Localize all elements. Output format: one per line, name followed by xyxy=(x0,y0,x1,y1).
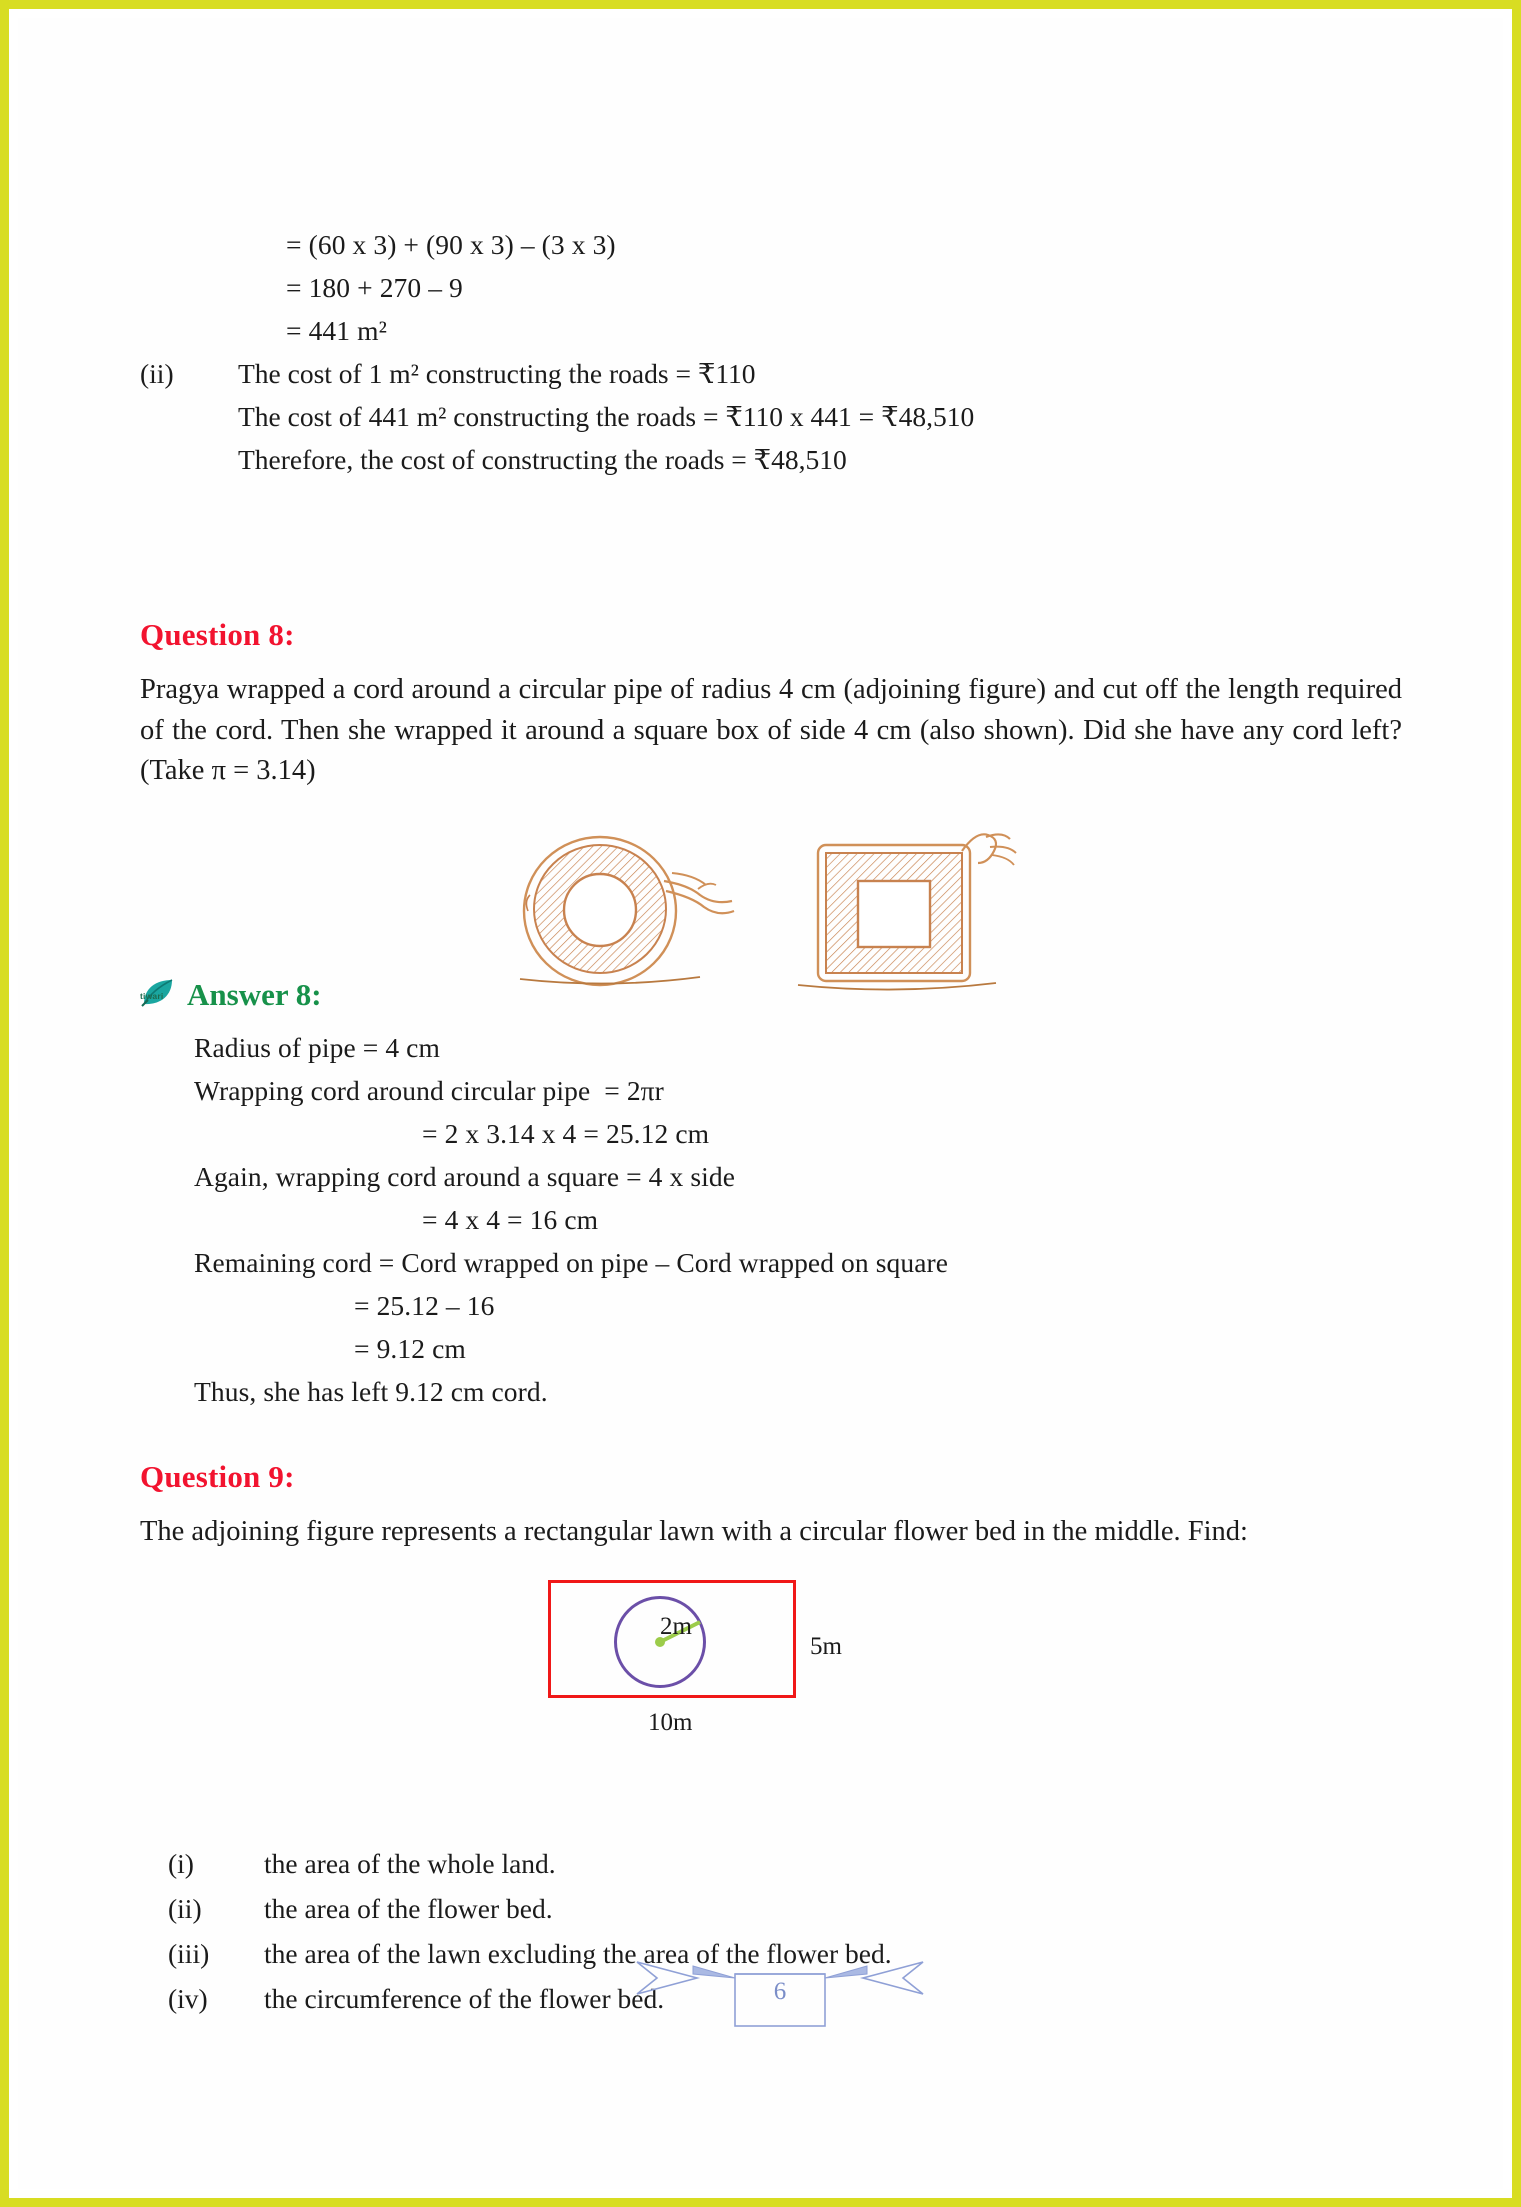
list-item-marker: (iv) xyxy=(168,1983,208,2014)
answer-8-lines xyxy=(140,1026,1402,1413)
cord-figure xyxy=(500,803,1140,993)
top-solution-block xyxy=(140,223,1420,481)
answer-line: = 9.12 cm xyxy=(354,1333,466,1364)
list-item xyxy=(168,1886,1368,1931)
list-item-marker: (i) xyxy=(168,1848,194,1879)
item-text: The cost of 1 m² constructing the roads = ₹110 xyxy=(238,358,756,389)
list-item-text: the area of the whole land. xyxy=(264,1848,556,1879)
question-8-block xyxy=(140,616,1402,792)
answer-8-heading-row xyxy=(140,976,1402,1014)
answer-line: Wrapping cord around circular pipe = 2πr xyxy=(194,1075,664,1106)
answer-line: = 25.12 – 16 xyxy=(354,1290,495,1321)
leaf-logo-icon xyxy=(140,978,178,1014)
answer-line: Radius of pipe = 4 cm xyxy=(194,1032,440,1063)
question-9-heading: Question 9: xyxy=(140,1459,295,1494)
item-text: The cost of 441 m² constructing the roads = ₹110 x 441 = ₹48,510 xyxy=(238,401,975,432)
list-item-text: the circumference of the flower bed. xyxy=(264,1983,665,2014)
answer-line: = 2 x 3.14 x 4 = 25.12 cm xyxy=(422,1118,710,1149)
answer-line: = 4 x 4 = 16 cm xyxy=(422,1204,599,1235)
list-item-marker: (iii) xyxy=(168,1938,210,1969)
banner-ribbon xyxy=(635,1944,925,2029)
list-item-text: the area of the flower bed. xyxy=(264,1893,553,1924)
answer-8-block xyxy=(140,976,1402,1413)
answer-line: Remaining cord = Cord wrapped on pipe – Cord wrapped on square xyxy=(194,1247,949,1278)
answer-line: Again, wrapping cord around a square = 4 x side xyxy=(194,1161,736,1192)
logo-text: tiwari xyxy=(140,991,164,1001)
item-text: Therefore, the cost of constructing the roads = ₹48,510 xyxy=(238,444,847,475)
calc-line: = (60 x 3) + (90 x 3) – (3 x 3) xyxy=(286,229,616,260)
answer-8-heading: Answer 8: xyxy=(187,977,322,1012)
solution-item xyxy=(140,438,1420,481)
page-content xyxy=(140,18,1420,2189)
page-number: 6 xyxy=(773,1978,787,2005)
list-item xyxy=(168,1841,1368,1886)
cord-figure-svg xyxy=(500,803,1140,993)
radius-line-svg xyxy=(548,1580,968,1790)
width-label: 10m xyxy=(648,1709,693,1736)
answer-line: Thus, she has left 9.12 cm cord. xyxy=(194,1376,548,1407)
page-canvas xyxy=(18,18,1503,2189)
list-item-text: the area of the lawn excluding the area of the flower bed. xyxy=(264,1938,892,1969)
calc-line: = 441 m² xyxy=(286,315,387,346)
list-item-marker: (ii) xyxy=(168,1893,202,1924)
height-label: 5m xyxy=(810,1633,842,1660)
question-8-heading: Question 8: xyxy=(140,617,295,652)
question-9-text: The adjoining figure represents a rectangular lawn with a circular flower bed in the middle. Find: xyxy=(140,1516,1248,1547)
solution-item xyxy=(140,395,1420,438)
footer-banner xyxy=(140,1944,1420,2029)
lawn-figure xyxy=(548,1580,968,1790)
calc-line: = 180 + 270 – 9 xyxy=(286,272,463,303)
square-box-illustration xyxy=(798,834,1016,989)
radius-label: 2m xyxy=(660,1613,692,1640)
circular-pipe-illustration xyxy=(520,837,734,985)
item-marker: (ii) xyxy=(140,358,174,389)
question-8-text: Pragya wrapped a cord around a circular pipe of radius 4 cm (adjoining figure) and cut off the length required of the cord. Then she wrapped it around a square box of side 4 cm (also shown). Did she have any cord left? (Take π = 3.14) xyxy=(140,674,1402,786)
question-9-block xyxy=(140,1458,1402,1553)
solution-item xyxy=(140,352,1420,395)
